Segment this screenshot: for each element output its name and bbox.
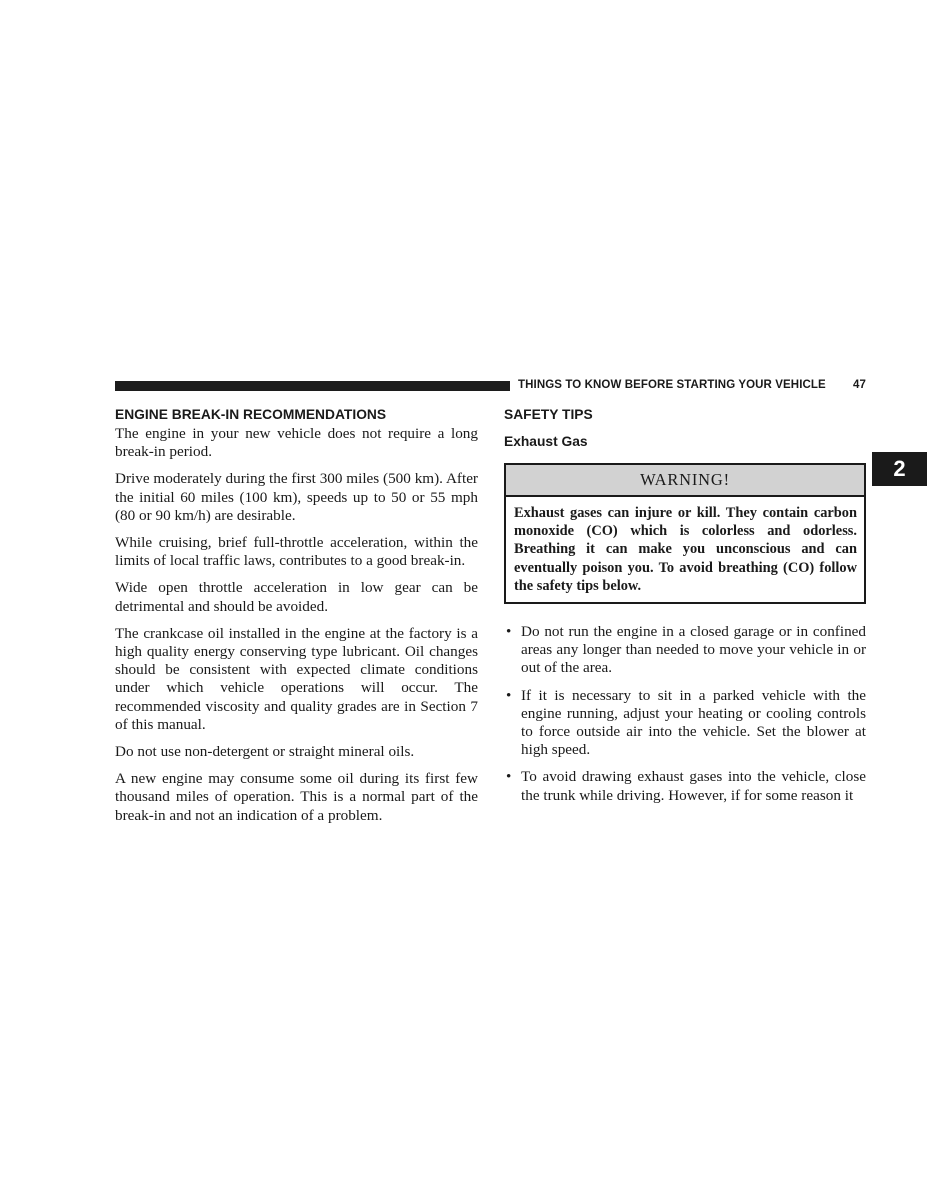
warning-title: WARNING! (506, 465, 864, 497)
chapter-tab (872, 452, 927, 486)
bullet-icon: • (506, 623, 512, 641)
left-column (115, 406, 478, 834)
header-rule (115, 381, 510, 391)
section-heading: SAFETY TIPS (504, 407, 593, 422)
list-item-text: Do not run the engine in a closed garage or in confined areas any longer than needed to move your vehicle in or out of the area. (521, 623, 866, 677)
paragraph: Do not use non-detergent or straight mineral oils. (115, 743, 415, 761)
paragraph: The crankcase oil installed in the engine at the factory is a high quality energy conserving type lubricant. Oil changes should be consistent with expected climate conditions under which vehicle operations will occur. The recommended viscosity and quality grades are in Section 7 of this manual. (115, 624, 478, 733)
paragraph: A new engine may consume some oil during its first few thousand miles of operation. This is a normal part of the break-in and not an indication of a problem. (115, 770, 478, 824)
page-number: 47 (853, 379, 866, 391)
warning-text: Exhaust gases can injure or kill. They contain carbon monoxide (CO) which is colorless and odorless. Breathing it can make you unconscious and can eventually poison you. To avoid breathing (CO) follow the safety tips below. (514, 505, 857, 594)
list-item-text: If it is necessary to sit in a parked vehicle with the engine running, adjust your heating or cooling controls to force outside air into the vehicle. Set the blower at high speed. (521, 686, 866, 759)
paragraph: Drive moderately during the first 300 miles (500 km). After the initial 60 miles (100 km), speeds up to 50 or 55 mph (80 or 90 km/h) are desirable. (115, 470, 478, 524)
bullet-icon: • (506, 768, 512, 786)
list-item (504, 768, 866, 804)
safety-tip-list (504, 623, 866, 805)
list-item-text: To avoid drawing exhaust gases into the vehicle, close the trunk while driving. However, if for some reason it (521, 768, 866, 804)
running-header (518, 379, 866, 391)
section-title: THINGS TO KNOW BEFORE STARTING YOUR VEHICLE (518, 379, 826, 391)
bullet-icon: • (506, 686, 512, 704)
list-item (504, 623, 866, 678)
warning-box (504, 463, 866, 604)
section-heading: ENGINE BREAK-IN RECOMMENDATIONS (115, 407, 387, 422)
paragraph: The engine in your new vehicle does not require a long break-in period. (115, 425, 478, 461)
chapter-number: 2 (893, 456, 906, 481)
paragraph: While cruising, brief full-throttle acceleration, within the limits of local traffic laws, contributes to a good break-in. (115, 534, 478, 570)
list-item (504, 687, 866, 760)
paragraph: Wide open throttle acceleration in low gear can be detrimental and should be avoided. (115, 579, 478, 615)
right-column (504, 406, 866, 814)
subsection-heading: Exhaust Gas (504, 434, 588, 449)
